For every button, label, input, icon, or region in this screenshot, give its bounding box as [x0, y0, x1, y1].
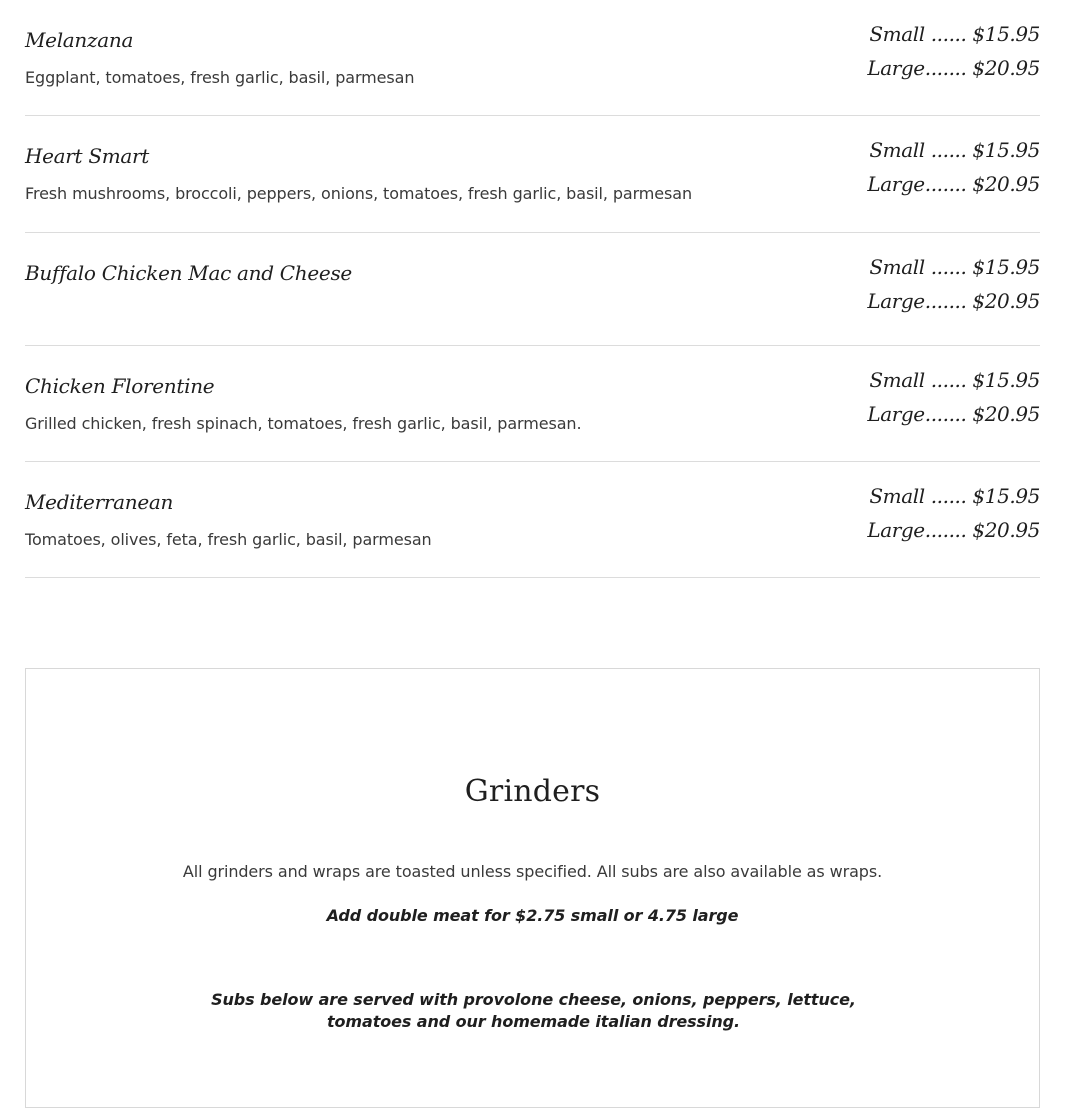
price-large: Large....... $20.95 [867, 172, 1040, 196]
price-large: Large....... $20.95 [867, 56, 1040, 80]
grinders-section [25, 668, 1040, 1108]
item-name: Buffalo Chicken Mac and Cheese [25, 261, 352, 285]
price-large: Large....... $20.95 [867, 518, 1040, 542]
menu-item-list [25, 0, 1040, 578]
price-small: Small ...... $15.95 [869, 368, 1040, 392]
double-meat-note: Add double meat for $2.75 small or 4.75 large [326, 906, 739, 925]
item-description: Tomatoes, olives, feta, fresh garlic, basil, parmesan [25, 530, 432, 549]
price-large: Large....... $20.95 [867, 289, 1040, 313]
item-name: Chicken Florentine [25, 374, 215, 398]
price-small: Small ...... $15.95 [869, 484, 1040, 508]
item-prices [867, 479, 1040, 547]
toasted-note: All grinders and wraps are toasted unless specified. All subs are also available as wraps. [182, 862, 883, 881]
item-name: Heart Smart [25, 144, 150, 168]
item-prices [867, 133, 1040, 201]
section-title: Grinders [464, 774, 601, 809]
menu-item [25, 462, 1040, 578]
price-large: Large....... $20.95 [867, 402, 1040, 426]
price-small: Small ...... $15.95 [869, 138, 1040, 162]
menu-item [25, 116, 1040, 233]
item-description: Eggplant, tomatoes, fresh garlic, basil, parmesan [25, 68, 415, 87]
price-small: Small ...... $15.95 [869, 255, 1040, 279]
item-name: Melanzana [25, 28, 134, 52]
subs-served-note: Subs below are served with provolone cheese, onions, peppers, lettuce, tomatoes and our homemade italian dressing. [211, 990, 856, 1031]
price-small: Small ...... $15.95 [869, 22, 1040, 46]
item-description: Fresh mushrooms, broccoli, peppers, onions, tomatoes, fresh garlic, basil, parmesan [25, 184, 693, 203]
item-prices [867, 250, 1040, 318]
menu-item [25, 346, 1040, 462]
menu-item [25, 233, 1040, 346]
item-prices [867, 363, 1040, 431]
item-description: Grilled chicken, fresh spinach, tomatoes, fresh garlic, basil, parmesan. [25, 414, 582, 433]
menu-item [25, 0, 1040, 116]
item-name: Mediterranean [25, 490, 174, 514]
item-prices [867, 17, 1040, 85]
